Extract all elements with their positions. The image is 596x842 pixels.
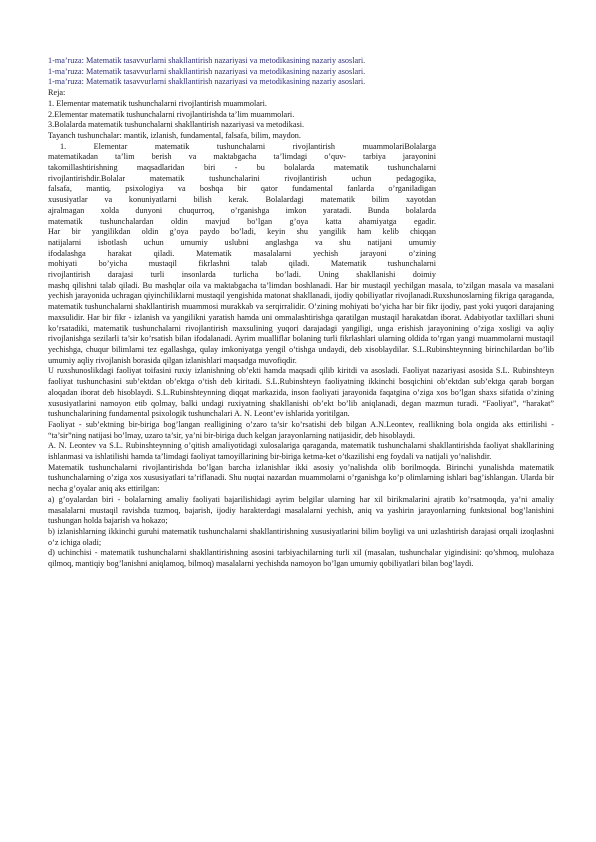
- body-line: rivojlantirish darajasi turli insonlarda turlicha bo’ladi. Uning shakllanishi doimiy: [48, 270, 436, 280]
- plan-item: 3.Bolalarda matematik tushunchalarni shakllantirish nazariyasi va metodikasi.: [48, 120, 305, 130]
- lecture-header: 1-ma’ruza: Matematik tasavvurlarni shakllantirish nazariyasi va metodikasining nazariy asoslari.: [48, 66, 366, 76]
- body-line: xususiyatlar va konuniyatlarni bilish kerak. Bolalardagi matematik bilim xayotdan: [48, 195, 436, 205]
- plan-title: Reja:: [48, 88, 66, 98]
- body-line: matematikadan ta’lim berish va maktabgacha ta’limdagi o’quv- tarbiya jarayonini: [48, 152, 436, 162]
- lecture-header: 1-ma’ruza: Matematik tasavvurlarni shakllantirish nazariyasi va metodikasining nazariy asoslari.: [48, 77, 366, 87]
- body-line: Har bir yangilikdan oldin g’oya paydo bo’ladi, keyin shu yangilik ham kelib chiqqan: [48, 227, 436, 237]
- body-paragraph: Faoliyat - sub’ektning bir-biriga bog’langan realligining o’zaro ta’sir ko’rsatishi deb bilgan A.N.Leontev, reallikning bola ongida aks ettirilishi - “ta’sir”ning natijasi bo’lmay, uzaro ta’sir, ya’ni bir-biriga duch kelgan jarayonlarning natijasidir, deb hisoblaydi.: [48, 419, 554, 440]
- body-line: mohiyati bo’yicha mustaqil fikrlashni talab qiladi. Matematik tushunchalarni: [48, 259, 436, 269]
- plan-item: 1. Elementar matematik tushunchalarni rivojlantirish muammolari.: [48, 98, 267, 108]
- body-paragraph: U ruxshunoslikdagi faoliyat toifasini ruxiy izlanishning ob’ekti hamda maqsadi qilib kiritdi va asosladi. Faoliyat nazariyasi asosida S.L. Rubinshteyn faoliyat tushunchasini sub’ektdan ob’ektga o’tish deb kiritadi. S.L.Rubinshteyn faoliyatning ikkinchi bosqichini ob’ektdan sub’ektga qarab borgan aloqadan iborat deb hisoblaydi. S.L.Rubinshteynning diqqat markazida, inson faoliyati jarayonida faqatgina o’ziga xos bo’lgan shaxs sifatida o’zining xususiyatlarini namoyon etib qolmay, balki undagi ruxiyatning shakllanishi ob’ekt bo’lib aniqlanadi, degan mazmun turadi. “Faoliyat”, “harakat” tushunchalarining fundamental psixologik tushunchalari A. N. Leont’ev ishlarida yoritilgan.: [48, 366, 554, 419]
- body-paragraph: mashq qilishni talab qiladi. Bu mashqlar oila va maktabgacha ta’limdan boshlanadi. Har bir mustaqil yechilgan masala, to’zilgan masala va masalani yechish jarayonida uchragan qiyinchiliklarni mustaqil yengishida matonat shakllanadi, ijodiy qobiliyatlar rivojlanadi.Ruxshunoslarning fikriga qaraganda, matematik tushunchalarni shakllantirish muammosi murakkab va serqirralidir. O’zining mohiyati bo’yicha har bir fikr ijodiy, past yoki yuqori darajaning maxsulidir. Har bir fikr - izlanish va yangilikni yaratish hamda uni ommalashtirishga qaratilgan mustaqil harakatdan iborat. Adabiyotlar taxlillari shuni ko’rsatadiki, matematik tushunchalarni rivojlantirish maxsulining yuqori darajadagi yangiligi, unga erishish jarayonining o’ziga xosligi va aqliy rivojlanishga sezilarli ta’sir ko’rsatish bilan ifodalanadi. Ayrim mualliflar bolaning turli fikrlashlari ularning oldida to’rgan yangi muammolarni mustaqil yechishga, chuqur bilimlarni tez egallashga, qulay imkoniyatga yengil o’tishga undaydi, deb xisoblaydilar. S.L.Rubinshteynning birinchilardan bo’lib umumiy aqliy rivojlanish borasida qilgan izlanishlari maqsadga muvofiqdir.: [48, 280, 554, 365]
- body-line: falsafa, mantiq, psixologiya va boshqa bir qator fundamental fanlarda o’rganiladigan: [48, 184, 436, 194]
- list-item-paragraph: a) g’oyalardan biri - bolalarning amaliy faoliyati bajarilishidagi ayrim belgilar ularning har xil birikmalarini ajratib ko’rsatmoqda, ya’ni amaliy masalalarni mustaqil ravishda tuzmoq, bajarish, ijodiy harakterdagi masalalarni yechish, aniq va yashirin jarayonlarning funktsional bog’lanishini tushungan holda bajarish va hokazo;: [48, 494, 554, 526]
- plan-item: 2.Elementar matematik tushunchalarni rivojlantirishda ta’lim muammolari.: [48, 109, 295, 119]
- document-page: [48, 56, 554, 570]
- list-item-paragraph: b) izlanishlarning ikkinchi guruhi matematik tushunchalarni shakllantirishning xususiyatlarini bilim boyligi va uni uzlashtirish darajasi orqali izoqlashni o’z ichiga oladi;: [48, 526, 554, 547]
- lecture-header: 1-ma’ruza: Matematik tasavvurlarni shakllantirish nazariyasi va metodikasining nazariy asoslari.: [48, 56, 366, 65]
- body-line: rivojlantirishdir.Bolalar matematik tushunchalarini rivojlantirish uchun pedagogika,: [48, 173, 436, 183]
- intro-narrow-block: [48, 142, 554, 281]
- body-line: takomillashtirishning maqsadlaridan biri - bu bolalarda matematik tushunchalarni: [48, 163, 436, 173]
- body-line: ajralmagan xolda dunyoni chuqurroq, o’rganishga imkon yaratadi. Bunda bolalarda: [48, 205, 436, 215]
- body-line: ifodalashga harakat qiladi. Matematik masalalarni yechish jarayoni o’zining: [48, 248, 436, 258]
- list-item-paragraph: d) uchinchisi - matematik tushunchalarni shakllantirishning asosini tarbiyachilarning turli xil (masalan, tushunchalar yigindisini: qo’shmoq, mulohaza qilmoq, mantiqiy bog’lanishni aniqlamoq, bilmoq) masalalarni yechishda namoyon bo’lgan umumiy qobiliyatlari bilan bog’laydi.: [48, 548, 554, 569]
- body-paragraph: Matematik tushunchalarni rivojlantirishda bo’lgan barcha izlanishlar ikki asosiy yo’nalishda olib borilmoqda. Birinchi yunalishda matematik tushunchalarning o’ziga xos xususiyatlari ta’riflanadi. Shu nuqtai nazardan muammolarni o’rganishga ko’p olimlarning ishlari bag’ishlangan. Ularda bir necha g’oyalar aniq aks ettirilgan:: [48, 462, 554, 494]
- keywords-line: Tayanch tushunchalar: mantik, izlanish, fundamental, falsafa, bilim, maydon.: [48, 130, 301, 140]
- body-paragraph: A. N. Leontev va S.L. Rubinshteynning o’qitish amaliyotidagi xulosalariga qaraganda, matematik tushunchalarni shakllantirishda faoliyat shakllarining ishlanmasi va ishlatilishi hamda ta’limdagi faoliyat tamoyillarining bir-biriga ketma-ket o’tkazilishi eng foydali va natijali yo’nalishdir.: [48, 441, 554, 462]
- body-line: 1. Elementar matematik tushunchalarni rivojlantirish muammolariBolalarga: [60, 141, 436, 151]
- body-line: matematik tushunchalardan oldin mavjud bo’lgan g’oya katta ahamiyatga egadir.: [48, 216, 436, 226]
- body-line: natijalarni isbotlash uchun umumiy uslubni anglashga va shu natijani umumiy: [48, 237, 436, 247]
